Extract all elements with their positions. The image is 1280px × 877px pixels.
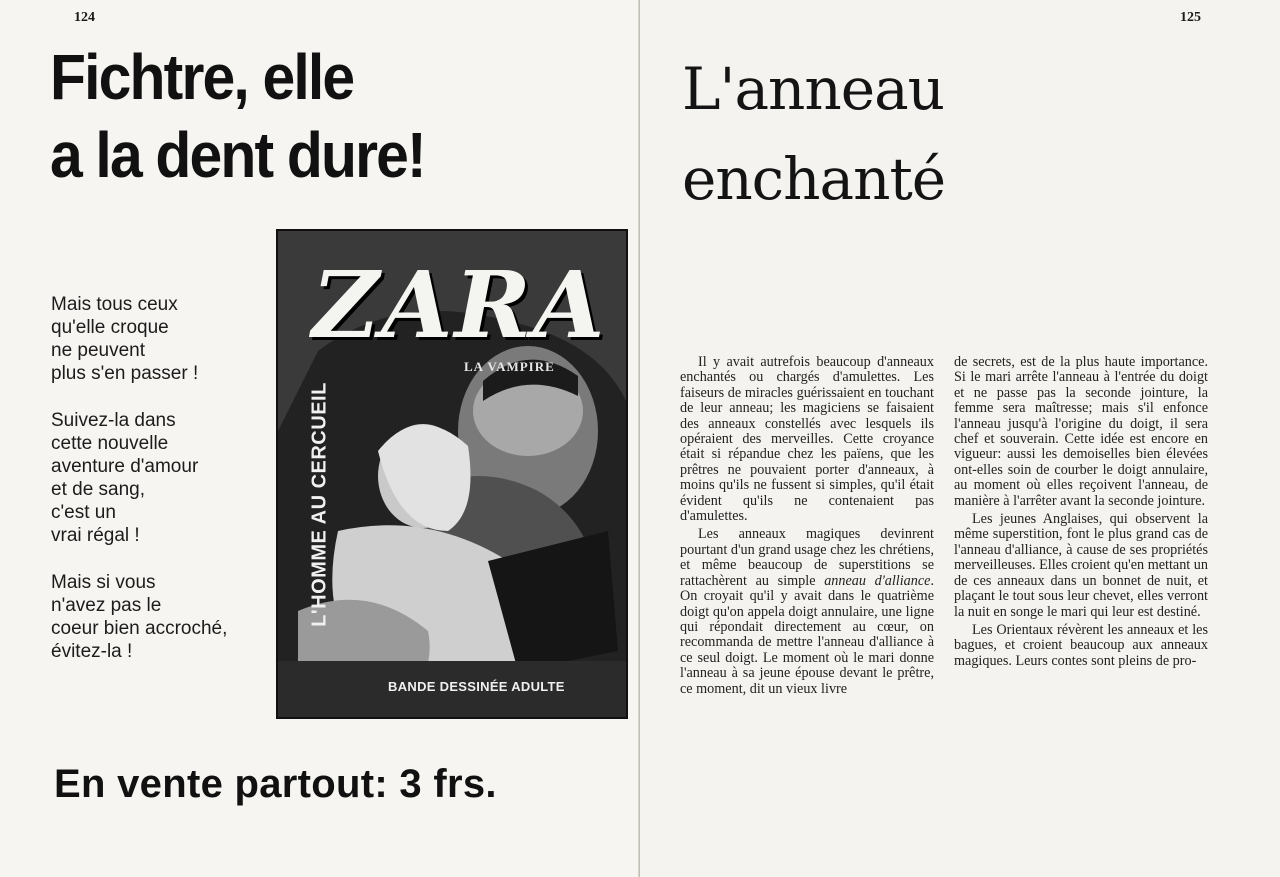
ad-copy-line: coeur bien accroché,	[51, 618, 228, 639]
right-page	[640, 0, 1280, 877]
ad-copy-line: plus s'en passer !	[51, 363, 199, 384]
ad-copy-line: vrai régal !	[51, 525, 140, 546]
ad-copy-paragraph	[51, 409, 281, 547]
ad-copy-line: c'est un	[51, 502, 116, 523]
article-title-line: enchanté	[682, 145, 946, 213]
ad-headline-line: a la dent dure!	[50, 119, 425, 191]
article-column-1	[680, 355, 934, 700]
article-emphasis: anneau d'alliance	[824, 572, 931, 589]
ad-copy	[51, 293, 281, 687]
article-title	[682, 44, 945, 224]
ad-headline-line: Fichtre, elle	[50, 41, 354, 113]
article-text: . On croyait qu'il y avait dans le quatrième doigt qu'on appela doigt annulaire, une ligne qui répondait directement au cœur, on recommanda de mettre l'anneau d'alliance à ce seul doigt. Le moment où le mari donne l'anneau à sa jeune épouse devant le prêtre, ce moment, dit un vieux livre	[680, 572, 934, 697]
cover-subtitle: LA VAMPIRE	[464, 359, 555, 374]
ad-copy-paragraph	[51, 571, 281, 663]
ad-copy-line: Mais tous ceux	[51, 294, 178, 315]
cover-title: ZARA	[312, 251, 607, 359]
page-number-right: 125	[1180, 10, 1201, 25]
ad-copy-line: et de sang,	[51, 479, 146, 500]
article-paragraph: de secrets, est de la plus haute importance. Si le mari arrête l'anneau à l'entrée du doigt et ne passe pas la seconde jointure, la femme sera maîtresse; mais s'il enfonce l'anneau jusqu'à l'origine du doigt, il sera chef et souverain. Cette idée est encore en vigueur: aussi les demoiselles bien élevées ont-elles soin de courber le doigt annulaire, au moment où elles reçoivent l'anneau, de manière à l'arrêter avant la seconde jointure.	[954, 354, 1208, 509]
cover-tagline: BANDE DESSINÉE ADULTE	[388, 679, 565, 694]
ad-headline	[50, 38, 425, 194]
article-paragraph	[680, 527, 934, 696]
article-title-line: L'anneau	[682, 55, 945, 123]
ad-copy-line: aventure d'amour	[51, 456, 199, 477]
ad-copy-line: Suivez-la dans	[51, 410, 176, 431]
article-text: Les anneaux magiques devinrent pourtant d'un grand usage chez les chrétiens, et même beaucoup de superstitions se rattachèrent au simple	[680, 526, 934, 589]
ad-copy-line: qu'elle croque	[51, 317, 169, 338]
article-paragraph: Les Orientaux révèrent les anneaux et les bagues, et croient beaucoup aux anneaux magiques. Leurs contes sont pleins de pro-	[954, 621, 1208, 669]
ad-copy-line: Mais si vous	[51, 572, 156, 593]
ad-copy-paragraph	[51, 293, 281, 385]
article-paragraph: Il y avait autrefois beaucoup d'anneaux enchantés ou chargés d'amulettes. Les faiseurs de miracles guérissaient en touchant de leur anneau; les magiciens se faisaient des anneaux constellés avec lesquels ils opéraient des merveilles. Cette croyance était si répandue chez les païens, que les prêtres ne pouvaient porter d'anneaux, à moins qu'ils ne fussent si simples, qu'il était évident qu'ils ne contenaient pas d'amulettes.	[680, 354, 934, 525]
page-number-left: 124	[74, 10, 95, 25]
ad-copy-line: cette nouvelle	[51, 433, 169, 454]
ad-copy-line: évitez-la !	[51, 641, 133, 662]
ad-price-line: En vente partout: 3 frs.	[54, 762, 497, 806]
comic-cover	[276, 229, 628, 719]
ad-copy-line: ne peuvent	[51, 340, 146, 361]
article-paragraph: Les jeunes Anglaises, qui observent la même superstition, font le plus grand cas de l'anneau d'alliance, à cause de ses propriétés merveilleuses. Elles croient qu'en mettant un de ces anneaux dans un bonnet de nuit, et plaçant le tout sous leur chevet, elles verront la nuit en songe le mari qui leur est destiné.	[954, 511, 1208, 620]
article-column-2	[954, 355, 1208, 672]
cover-spine-text: L'HOMME AU CERCUEIL	[308, 382, 331, 627]
ad-copy-line: n'avez pas le	[51, 595, 162, 616]
